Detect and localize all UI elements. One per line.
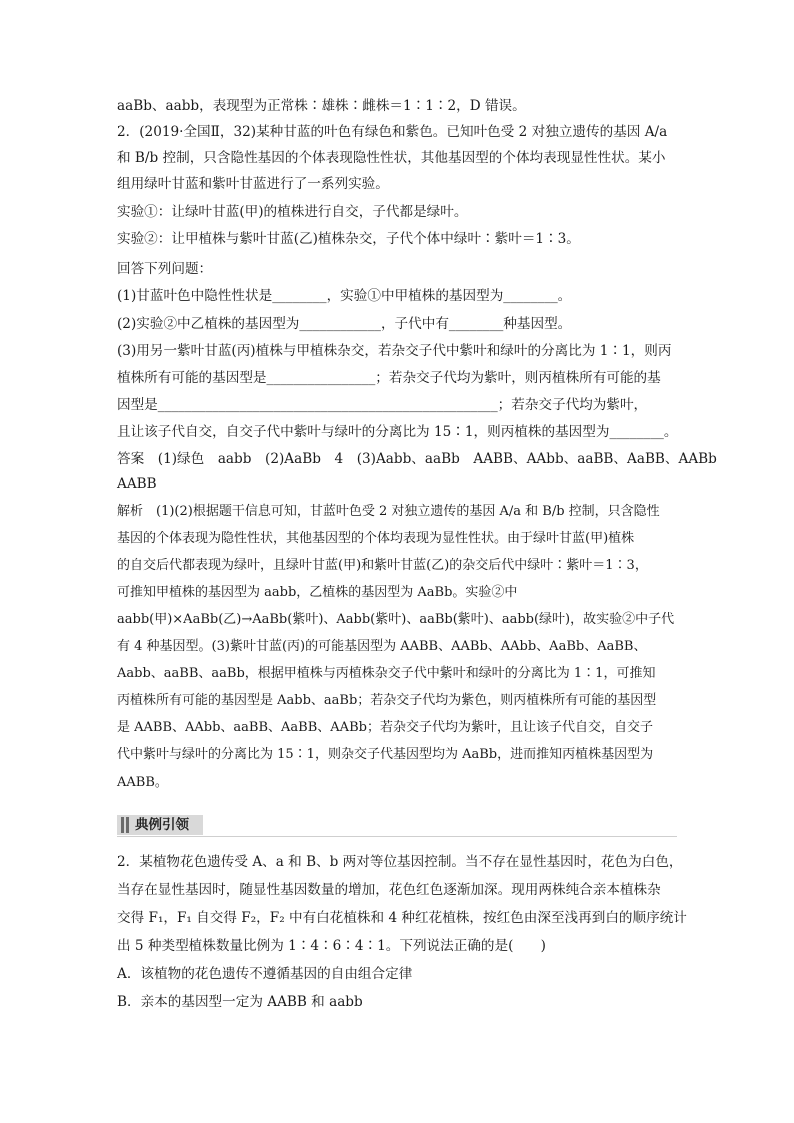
section-header-label: 典例引领 [135, 817, 189, 833]
option-a: A．该植物的花色遗传不遵循基因的自由组合定律 [117, 966, 413, 982]
analysis-line: 代中紫叶与绿叶的分离比为 15∶1，则杂交子代基因型均为 AaBb，进而推知丙植株基因型为 [117, 747, 654, 762]
answer-prompt: 回答下列问题： [117, 261, 213, 277]
analysis-line: 解析 (1)(2)根据题干信息可知，甘蓝叶色受 2 对独立遗传的基因 A/a 和 B/b 控制，只含隐性 [117, 504, 660, 519]
section-bar-icon [126, 817, 129, 833]
question-2-stem: 2．(2019·全国Ⅱ，32)某种甘蓝的叶色有绿色和紫色。已知叶色受 2 对独立遗传的基因 A/a [117, 124, 668, 140]
analysis-line: AABB。 [117, 775, 168, 790]
sub-question-3: 因型是__________________________________________________；若杂交子代均为紫叶， [117, 397, 648, 413]
answer-line: AABB [117, 476, 157, 492]
analysis-line: 基因的个体表现为隐性性状，其他基因型的个体均表现为显性性状。由于绿叶甘蓝(甲)植株 [117, 531, 635, 546]
analysis-line: 的自交后代都表现为绿叶，且绿叶甘蓝(甲)和紫叶甘蓝(乙)的杂交后代中绿叶∶紫叶＝1∶3， [117, 558, 648, 573]
option-b: B．亲本的基因型一定为 AABB 和 aabb [117, 994, 363, 1010]
analysis-line: 可推知甲植株的基因型为 aabb，乙植株的基因型为 AaBb。实验②中 [117, 585, 518, 600]
example-question-stem: 出 5 种类型植株数量比例为 1∶4∶6∶4∶1。下列说法正确的是( ) [117, 938, 546, 954]
sub-question-3: 植株所有可能的基因型是________________；若杂交子代均为紫叶，则丙植株所有可能的基 [117, 370, 661, 386]
question-2-stem: 和 B/b 控制，只含隐性基因的个体表现隐性性状，其他基因型的个体均表现显性性状。某小 [117, 150, 666, 166]
analysis-line: 有 4 种基因型。(3)紫叶甘蓝(丙)的可能基因型为 AABB、AABb、AAbb、AaBb、AaBB、 [117, 639, 647, 654]
example-question-stem: 交得 F₁，F₁ 自交得 F₂，F₂ 中有白花植株和 4 种红花植株，按红色由深至浅再到白的顺序统计 [117, 910, 687, 926]
question-2-stem: 组用绿叶甘蓝和紫叶甘蓝进行了一系列实验。 [117, 176, 389, 192]
analysis-line: aabb(甲)×AaBb(乙)→AaBb(紫叶)、Aabb(紫叶)、aaBb(紫叶)、aabb(绿叶)，故实验②中子代 [117, 612, 675, 627]
sub-question-1: (1)甘蓝叶色中隐性性状是________，实验①中甲植株的基因型为________。 [117, 288, 572, 304]
sub-question-3: (3)用另一紫叶甘蓝(丙)植株与甲植株杂交，若杂交子代中紫叶和绿叶的分离比为 1∶1，则丙 [117, 343, 672, 359]
experiment-2: 实验②：让甲植株与紫叶甘蓝(乙)植株杂交，子代个体中绿叶∶紫叶＝1∶3。 [117, 231, 580, 247]
experiment-1: 实验①：让绿叶甘蓝(甲)的植株进行自交，子代都是绿叶。 [117, 204, 468, 220]
section-header-example [117, 815, 203, 835]
prev-answer-tail: aaBb、aabb，表现型为正常株∶雄株∶雌株＝1∶1∶2，D 错误。 [117, 98, 526, 114]
analysis-line: 丙植株所有可能的基因型是 Aabb、aaBb；若杂交子代均为紫色，则丙植株所有可能的基因型 [117, 693, 657, 708]
analysis-line: 是 AABB、AAbb、aaBB、AaBB、AABb；若杂交子代均为紫叶，且让该子代自交，自交子 [117, 720, 653, 735]
answer-line: 答案 (1)绿色 aabb (2)AaBb 4 (3)Aabb、aaBb AABB、AAbb、aaBB、AaBB、AABb [117, 451, 717, 467]
example-question-stem: 当存在显性基因时，随显性基因数量的增加，花色红色逐渐加深。现用两株纯合亲本植株杂 [117, 882, 661, 898]
analysis-line: Aabb、aaBB、aaBb，根据甲植株与丙植株杂交子代中紫叶和绿叶的分离比为 1∶1，可推知 [117, 666, 656, 681]
section-divider [117, 836, 677, 837]
section-bar-icon [121, 817, 124, 833]
example-question-stem: 2．某植物花色遗传受 A、a 和 B、b 两对等位基因控制。当不存在显性基因时，花色为白色， [117, 854, 683, 870]
sub-question-2: (2)实验②中乙植株的基因型为____________，子代中有________种基因型。 [117, 316, 572, 332]
sub-question-3: 且让该子代自交，自交子代中紫叶与绿叶的分离比为 15∶1，则丙植株的基因型为________。 [117, 424, 678, 440]
